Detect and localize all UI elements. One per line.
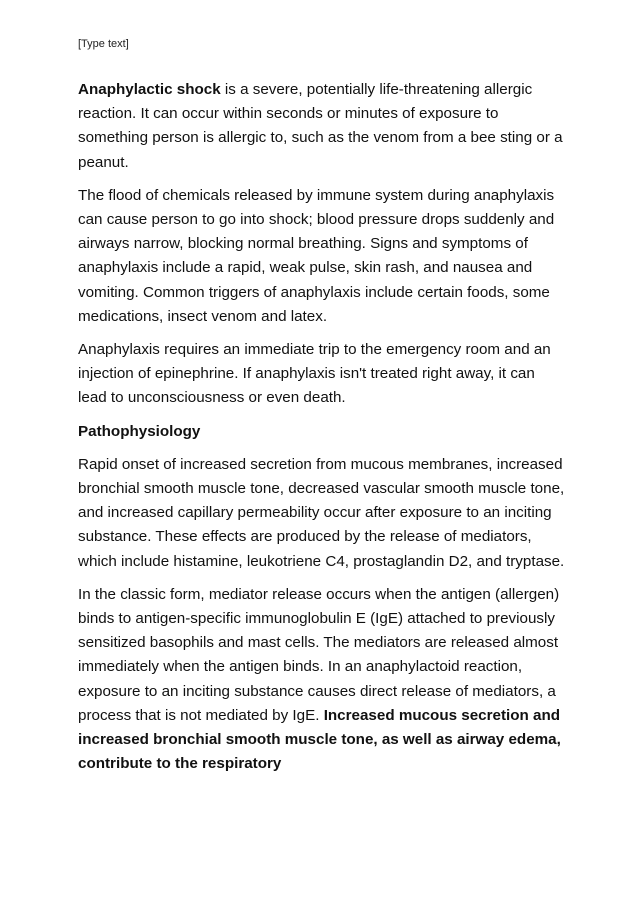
document-body <box>78 78 566 785</box>
section-heading-pathophysiology: Pathophysiology <box>78 422 201 440</box>
paragraph-mediator-bold: Increased mucous secretion and increased bronchial smooth muscle tone, as well as airway edema, contribute to the respiratory <box>78 706 561 773</box>
paragraph-mediator-release <box>78 583 566 777</box>
paragraph-chemicals: The flood of chemicals released by immune system during anaphylaxis can cause person to go into shock; blood pressure drops suddenly and airways narrow, blocking normal breathing. Signs and symptoms of anaphylaxis include a rapid, weak pulse, skin rash, and nausea and vomiting. Common triggers of anaphylaxis include certain foods, some medications, insect venom and latex. <box>78 186 555 325</box>
term-anaphylactic-shock: Anaphylactic shock <box>78 81 221 98</box>
paragraph-intro <box>78 78 566 175</box>
paragraph-treatment: Anaphylaxis requires an immediate trip to the emergency room and an injection of epinephrine. If anaphylaxis isn't treated right away, it can lead to unconsciousness or even death. <box>78 341 551 407</box>
paragraph-onset: Rapid onset of increased secretion from mucous membranes, increased bronchial smooth muscle tone, decreased vascular smooth muscle tone, and increased capillary permeability occur after exposure to an inciting substance. These effects are produced by the release of mediators, which include histamine, leukotriene C4, prostaglandin D2, and tryptase. <box>78 455 565 570</box>
page-header: [Type text] <box>78 38 129 50</box>
paragraph-mediator-text: In the classic form, mediator release occurs when the antigen (allergen) binds to antigen-specific immunoglobulin E (IgE) attached to previously sensitized basophils and mast cells. The mediators are released almost immediately when the antigen binds. In an anaphylactoid reaction, exposure to an inciting substance causes direct release of mediators, a process that is not mediated by IgE. <box>78 585 560 724</box>
paragraph-intro-text: is a severe, potentially life-threatening allergic reaction. It can occur within seconds or minutes of exposure to something person is allergic to, such as the venom from a bee sting or a peanut. <box>78 81 563 171</box>
